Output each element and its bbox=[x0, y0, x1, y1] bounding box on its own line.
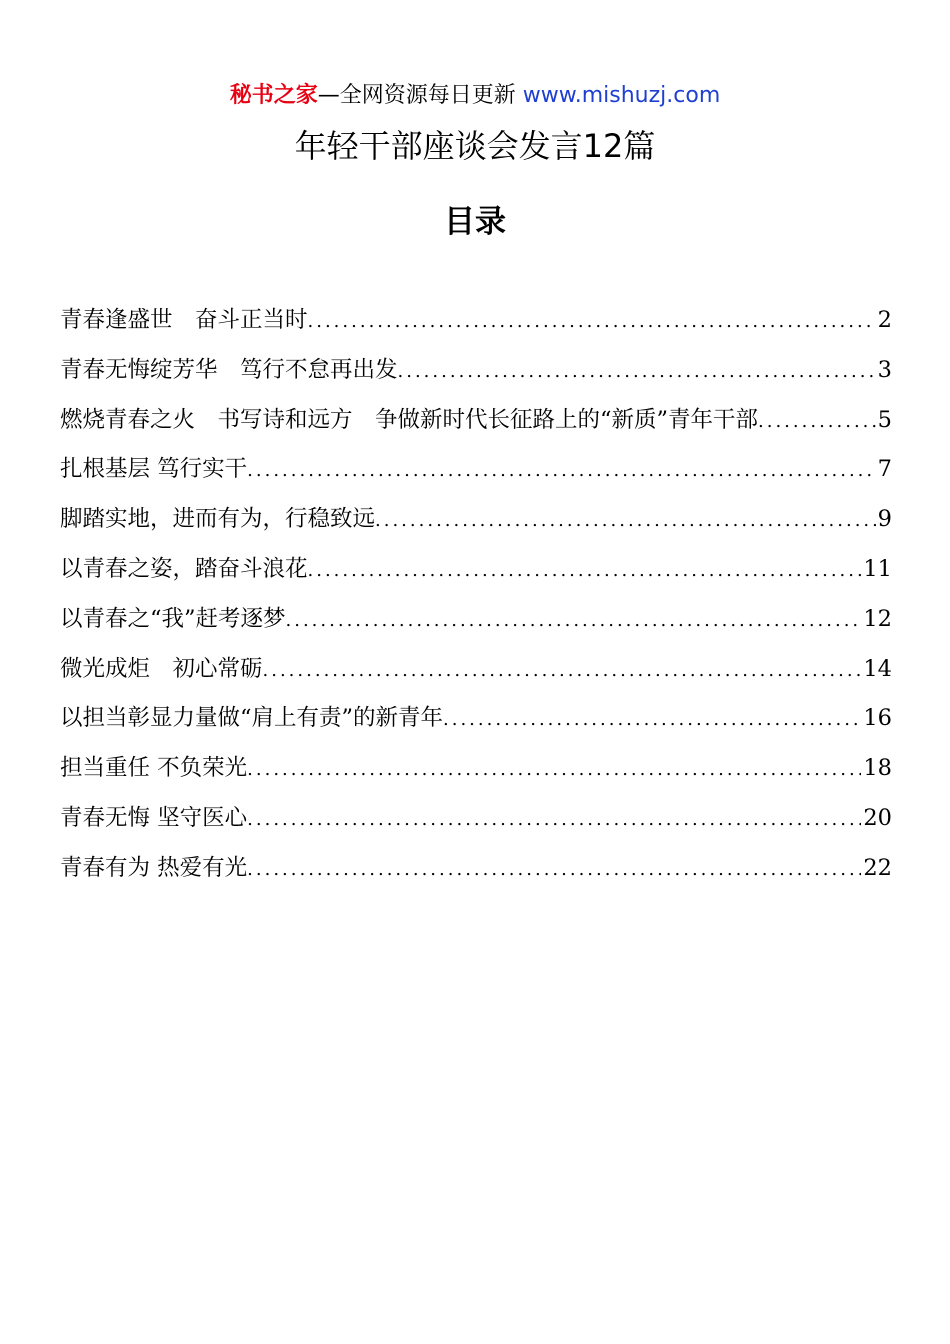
toc-leader-dots bbox=[375, 499, 876, 543]
toc-entry-title: 青春无悔 坚守医心 bbox=[60, 804, 248, 831]
site-header bbox=[0, 80, 950, 112]
brand-name: 秘书之家 bbox=[229, 83, 318, 108]
toc-leader-dots bbox=[286, 599, 862, 643]
toc-leader-dots bbox=[308, 300, 876, 344]
toc-leader-dots bbox=[398, 350, 876, 394]
toc-entry-title: 微光成炬 初心常砺 bbox=[60, 655, 263, 682]
toc-entry-page: 2 bbox=[877, 307, 892, 333]
toc-entry[interactable] bbox=[60, 348, 892, 398]
toc-entry-page: 20 bbox=[863, 804, 892, 831]
toc-entry[interactable] bbox=[60, 796, 892, 846]
toc-entry-page: 9 bbox=[877, 506, 892, 533]
toc-entry-title: 担当重任 不负荣光 bbox=[60, 755, 248, 782]
toc-entry[interactable] bbox=[60, 597, 892, 647]
toc-leader-dots bbox=[308, 549, 862, 593]
toc-entry-title: 青春有为 热爱有光 bbox=[60, 854, 248, 881]
toc-entry[interactable] bbox=[60, 298, 892, 348]
toc-leader-dots bbox=[247, 748, 861, 792]
toc-entry-title: 以担当彰显力量做“肩上有责”的新青年 bbox=[60, 705, 444, 732]
toc-leader-dots bbox=[443, 698, 861, 742]
site-url[interactable]: www.mishuzj.com bbox=[522, 83, 721, 108]
table-of-contents bbox=[60, 298, 892, 896]
toc-heading: 目录 bbox=[444, 204, 506, 240]
toc-entry[interactable] bbox=[60, 398, 892, 448]
document-title: 年轻干部座谈会发言12篇 bbox=[294, 127, 656, 165]
toc-entry[interactable] bbox=[60, 547, 892, 597]
toc-entry[interactable] bbox=[60, 846, 892, 896]
toc-entry-title: 扎根基层 笃行实干 bbox=[60, 456, 248, 483]
toc-entry-page: 16 bbox=[863, 705, 892, 732]
toc-entry[interactable] bbox=[60, 746, 892, 796]
toc-entry-title: 脚踏实地，进而有为，行稳致远 bbox=[60, 506, 376, 533]
toc-entry[interactable] bbox=[60, 447, 892, 497]
toc-entry-title: 燃烧青春之火 书写诗和远方 争做新时代长征路上的“新质”青年干部 bbox=[60, 406, 759, 433]
header-tagline: —全网资源每日更新 bbox=[317, 83, 523, 108]
toc-entry[interactable] bbox=[60, 497, 892, 547]
toc-leader-dots bbox=[247, 449, 876, 493]
toc-entry-page: 7 bbox=[877, 456, 892, 483]
toc-entry[interactable] bbox=[60, 647, 892, 697]
toc-entry[interactable] bbox=[60, 696, 892, 746]
toc-entry-title: 以青春之姿，踏奋斗浪花 bbox=[60, 555, 308, 582]
toc-leader-dots bbox=[247, 848, 861, 892]
toc-entry-page: 11 bbox=[863, 555, 892, 582]
toc-leader-dots bbox=[758, 400, 876, 444]
toc-leader-dots bbox=[247, 798, 861, 842]
toc-entry-title: 青春逢盛世 奋斗正当时 bbox=[60, 307, 308, 333]
toc-entry-page: 22 bbox=[863, 854, 892, 881]
toc-entry-page: 5 bbox=[877, 406, 892, 433]
toc-entry-title: 以青春之“我”赶考逐梦 bbox=[60, 605, 286, 632]
toc-entry-page: 3 bbox=[877, 356, 892, 383]
toc-entry-page: 18 bbox=[863, 755, 892, 782]
toc-entry-page: 12 bbox=[863, 605, 892, 632]
toc-entry-title: 青春无悔绽芳华 笃行不怠再出发 bbox=[60, 356, 398, 383]
toc-entry-page: 14 bbox=[863, 655, 892, 682]
toc-leader-dots bbox=[263, 649, 862, 693]
